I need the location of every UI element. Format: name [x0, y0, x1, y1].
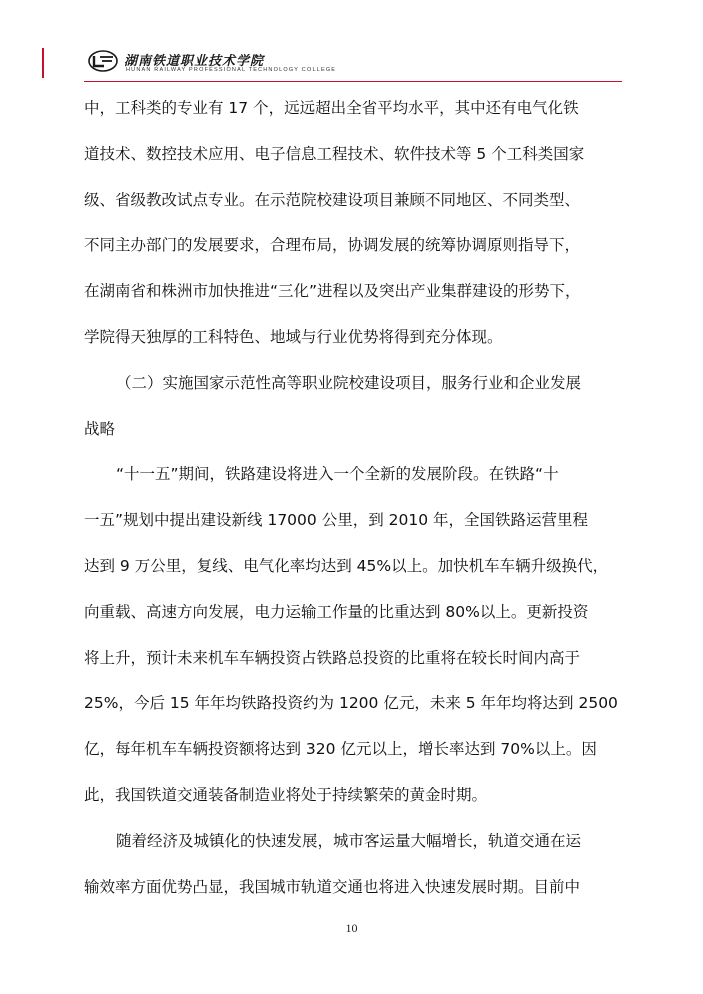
body-line: 中，工科类的专业有 17 个，远远超出全省平均水平，其中还有电气化铁	[84, 99, 579, 117]
page-body	[84, 94, 620, 918]
body-line: 一五”规划中提出建设新线 17000 公里，到 2010 年，全国铁路运营里程	[84, 511, 588, 530]
page-number: 10	[345, 921, 358, 935]
college-logo-icon	[88, 50, 118, 72]
body-line: 不同主办部门的发展要求，合理布局，协调发展的统筹协调原则指导下，	[84, 236, 581, 255]
body-line: 在湖南省和株洲市加快推进“三化”进程以及突出产业集群建设的形势下，	[84, 282, 581, 301]
body-line: 随着经济及城镇化的快速发展，城市客运量大幅增长，轨道交通在运	[116, 831, 582, 850]
body-line: 道技术、数控技术应用、电子信息工程技术、软件技术等 5 个工科类国家	[84, 144, 585, 163]
body-line: “十一五”期间，铁路建设将进入一个全新的发展阶段。在铁路“十	[116, 465, 559, 484]
school-name: 湖南铁道职业技术学院	[124, 54, 265, 69]
header-rule	[84, 81, 622, 82]
page-header	[84, 44, 622, 82]
left-margin-bar	[42, 48, 44, 78]
body-line: 此，我国铁道交通装备制造业将处于持续繁荣的黄金时期。	[84, 785, 488, 804]
body-line: 将上升，预计未来机车车辆投资占铁路总投资的比重将在较长时间内高于	[84, 648, 581, 667]
school-name-english: HUNAN RAILWAY PROFESSIONAL TECHNOLOGY COLLEGE	[126, 67, 337, 73]
body-line: 级、省级教改试点专业。在示范院校建设项目兼顾不同地区、不同类型、	[84, 190, 581, 209]
section-heading-continued: 战略	[84, 419, 116, 438]
body-line: 输效率方面优势凸显，我国城市轨道交通也将进入快速发展时期。目前中	[84, 877, 581, 896]
body-line: 亿，每年机车车辆投资额将达到 320 亿元以上，增长率达到 70%以上。因	[84, 740, 597, 759]
section-heading: （二）实施国家示范性高等职业院校建设项目，服务行业和企业发展	[116, 373, 582, 392]
body-line: 25%，今后 15 年年均铁路投资约为 1200 亿元，未来 5 年年均将达到 2500	[84, 694, 618, 713]
body-line: 学院得天独厚的工科特色、地域与行业优势将得到充分体现。	[84, 327, 503, 346]
body-line: 向重载、高速方向发展，电力运输工作量的比重达到 80%以上。更新投资	[84, 602, 589, 621]
body-line: 达到 9 万公里，复线、电气化率均达到 45%以上。加快机车车辆升级换代，	[84, 556, 609, 575]
